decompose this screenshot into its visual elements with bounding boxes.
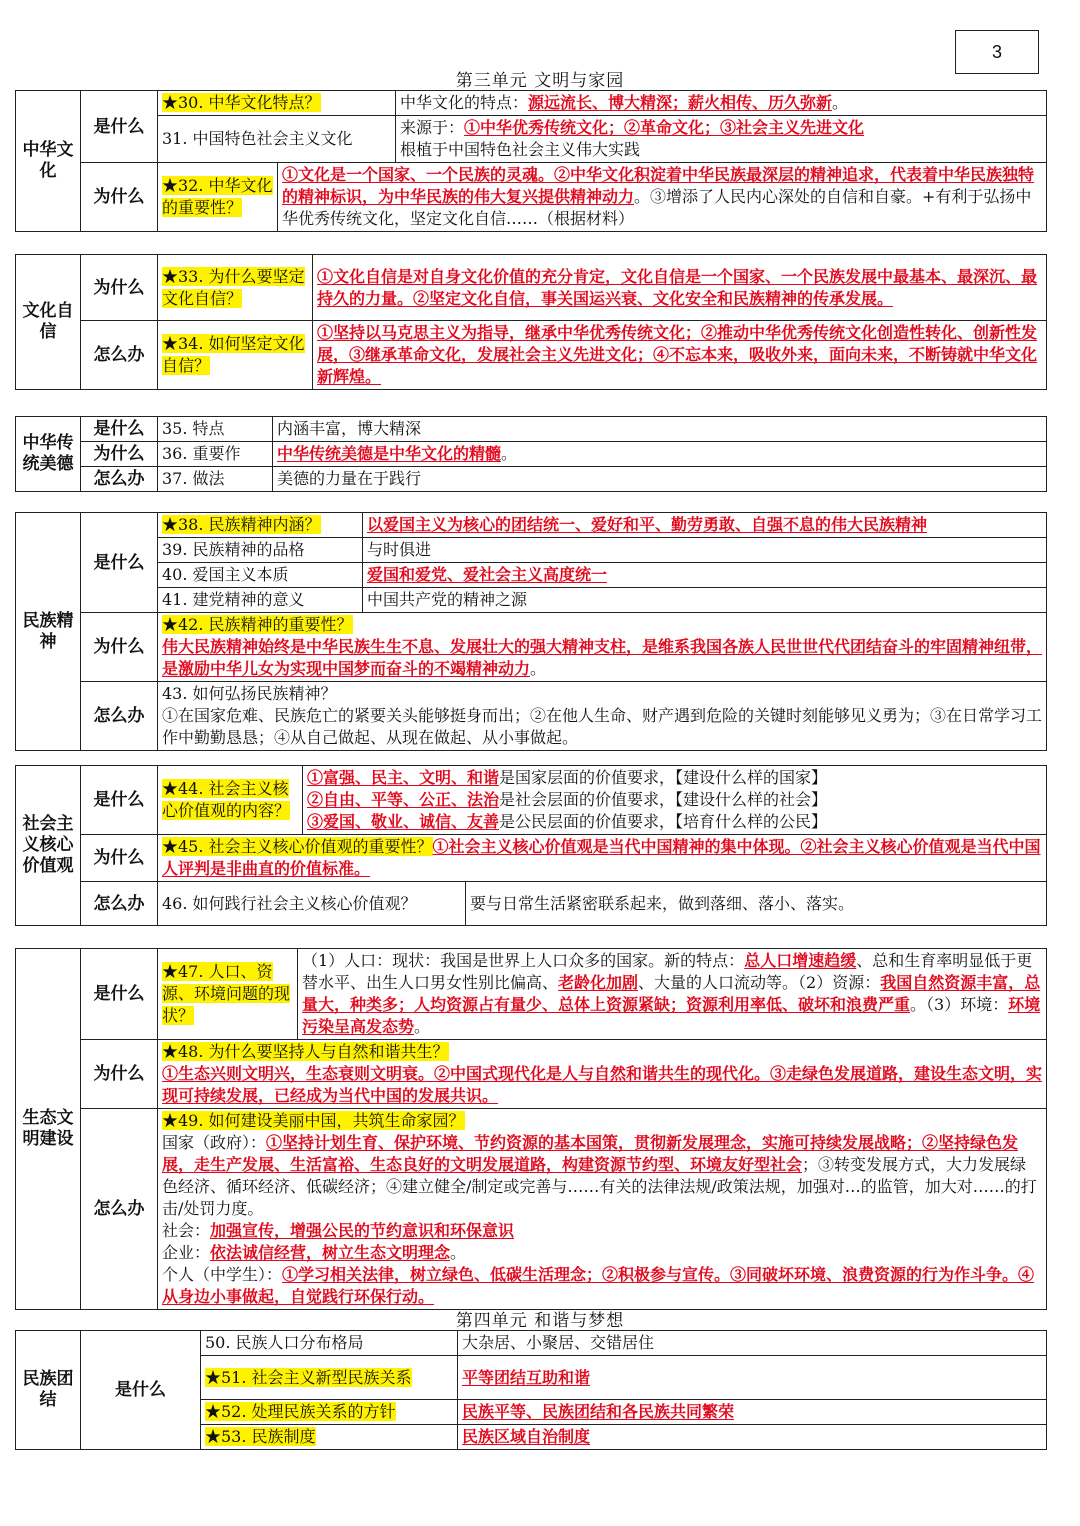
qtype-why: 为什么 (81, 442, 158, 467)
question-cell: 41. 建党精神的意义 (158, 588, 363, 613)
qtype-why: 为什么 (81, 613, 158, 682)
table-national-spirit (15, 512, 1047, 751)
question-cell: ★53. 民族制度 (201, 1425, 458, 1450)
page-number: 3 (955, 30, 1039, 74)
question-cell: 35. 特点 (158, 417, 273, 442)
qtype-why: 为什么 (81, 1040, 158, 1109)
table-ecological-civilization (15, 948, 1047, 1310)
answer-cell: 中华文化的特点：源远流长、博大精深；薪火相传、历久弥新。 (396, 91, 1047, 116)
answer-cell: 43. 如何弘扬民族精神？ ①在国家危难、民族危亡的紧要关头能够挺身而出；②在他人生命、财产遇到危险的关键时刻能够见义勇为；③在日常学习工作中勤勤恳恳；④从自己做起、从现在做起、从小事做起。 (158, 682, 1047, 751)
question-cell: ★30. 中华文化特点？ (158, 91, 396, 116)
answer-cell: ★49. 如何建设美丽中国，共筑生命家园？ 国家（政府）：①坚持计划生育、保护环境、节约资源的基本国策，贯彻新发展理念，实施可持续发展战略；②坚持绿色发展，走生产发展、生活富裕、生态良好的文明发展道路，构建资源节约型、环境友好型社会；③转变发展方式，大力发展绿色经济、循环经济、低碳经济；④建立健全/制定或完善与……有关的法律法规/政策法规，加强对…的监管，加大对……的打击/处罚力度。 社会：加强宣传，增强公民的节约意识和环保意识 企业：依法诚信经营，树立生态文明理念。 个人（中学生）：①学习相关法律，树立绿色、低碳生活理念；②积极参与宣传。③同破坏环境、浪费资源的行为作斗争。④从身边小事做起，自觉践行环保行动。 (158, 1109, 1047, 1310)
answer-cell: 以爱国主义为核心的团结统一、爱好和平、勤劳勇敢、自强不息的伟大民族精神 (363, 513, 1047, 538)
answer-cell: 内涵丰富，博大精深 (273, 417, 1047, 442)
answer-cell: （1）人口：现状：我国是世界上人口众多的国家。新的特点：总人口增速趋缓、总和生育率明显低于更替水平、出生人口男女性别比偏高、老龄化加剧、大量的人口流动等。（2）资源：我国自然资源丰富，总量大，种类多；人均资源占有量少、总体上资源紧缺；资源利用率低、破坏和浪费严重。（3）环境：环境污染呈高发态势。 (298, 949, 1047, 1040)
answer-cell: ①坚持以马克思主义为指导，继承中华优秀传统文化；②推动中华优秀传统文化创造性转化、创新性发展，③继承革命文化，发展社会主义先进文化；④不忘本来，吸收外来，面向未来，不断铸就中华文化新辉煌。 (313, 321, 1047, 390)
qtype-why: 为什么 (81, 835, 158, 882)
topic-label: 民族精神 (16, 513, 81, 751)
question-cell: ★33. 为什么要坚定文化自信？ (158, 255, 313, 321)
unit-title: 第三单元 文明与家园 (455, 71, 625, 91)
qtype-how: 怎么办 (81, 682, 158, 751)
answer-cell: 来源于：①中华优秀传统文化；②革命文化；③社会主义先进文化 根植于中国特色社会主义伟大实践 (396, 116, 1047, 163)
answer-cell: ①文化是一个国家、一个民族的灵魂。②中华文化积淀着中华民族最深层的精神追求，代表着中华民族独特的精神标识，为中华民族的伟大复兴提供精神动力。③增添了人民内心深处的自信和自豪。+有利于弘扬中华优秀传统文化，坚定文化自信……（根据材料） (278, 163, 1047, 232)
answer-cell: 民族区域自治制度 (458, 1425, 1047, 1450)
answer-cell: ①富强、民主、文明、和谐是国家层面的价值要求，【建设什么样的国家】 ②自由、平等、公正、法治是社会层面的价值要求，【建设什么样的社会】 ③爱国、敬业、诚信、友善是公民层面的价值要求，【培育什么样的公民】 (303, 766, 1047, 835)
qtype-what: 是什么 (81, 513, 158, 613)
qtype-what: 是什么 (81, 949, 158, 1040)
answer-cell: 大杂居、小聚居、交错居住 (458, 1331, 1047, 1356)
topic-label: 社会主义核心价值观 (16, 766, 81, 926)
qtype-what: 是什么 (81, 766, 158, 835)
qtype-why: 为什么 (81, 255, 158, 321)
table-ethnic-unity (15, 1330, 1047, 1450)
answer-cell: 民族平等、民族团结和各民族共同繁荣 (458, 1400, 1047, 1425)
question-cell: 39. 民族精神的品格 (158, 538, 363, 563)
question-cell: 31. 中国特色社会主义文化 (158, 116, 396, 163)
table-chinese-culture (15, 90, 1047, 232)
qtype-what: 是什么 (81, 91, 158, 163)
question-cell: ★32. 中华文化的重要性？ (158, 163, 278, 232)
answer-cell: ★48. 为什么要坚持人与自然和谐共生？ ①生态兴则文明兴，生态衰则文明衰。②中国式现代化是人与自然和谐共生的现代化。③走绿色发展道路，建设生态文明，实现可持续发展，已经成为当代中国的发展共识。 (158, 1040, 1047, 1109)
topic-label: 生态文明建设 (16, 949, 81, 1310)
question-cell: ★51. 社会主义新型民族关系 (201, 1356, 458, 1400)
question-cell: 40. 爱国主义本质 (158, 563, 363, 588)
question-cell: ★47. 人口、资源、环境问题的现状？ (158, 949, 298, 1040)
question-cell: ★52. 处理民族关系的方针 (201, 1400, 458, 1425)
qtype-how: 怎么办 (81, 321, 158, 390)
answer-cell: 与时俱进 (363, 538, 1047, 563)
qtype-why: 为什么 (81, 163, 158, 232)
answer-cell: 爱国和爱党、爱社会主义高度统一 (363, 563, 1047, 588)
answer-cell: ★42. 民族精神的重要性？ 伟大民族精神始终是中华民族生生不息、发展壮大的强大精神支柱，是维系我国各族人民世世代代团结奋斗的牢固精神纽带，是激励中华儿女为实现中国梦而奋斗的不竭精神动力。 (158, 613, 1047, 682)
answer-cell: ①文化自信是对自身文化价值的充分肯定，文化自信是一个国家、一个民族发展中最基本、最深沉、最持久的力量。②坚定文化自信，事关国运兴衰、文化安全和民族精神的传承发展。 (313, 255, 1047, 321)
answer-cell: 要与日常生活紧密联系起来，做到落细、落小、落实。 (466, 882, 1047, 926)
table-cultural-confidence (15, 254, 1047, 390)
answer-cell: ★45. 社会主义核心价值观的重要性？①社会主义核心价值观是当代中国精神的集中体现。②社会主义核心价值观是当代中国人评判是非曲直的价值标准。 (158, 835, 1047, 882)
question-cell: 50. 民族人口分布格局 (201, 1331, 458, 1356)
unit-title: 第四单元 和谐与梦想 (455, 1311, 625, 1331)
answer-cell: 中国共产党的精神之源 (363, 588, 1047, 613)
qtype-how: 怎么办 (81, 467, 158, 492)
table-traditional-virtues (15, 416, 1047, 492)
qtype-what: 是什么 (81, 417, 158, 442)
topic-label: 文化自信 (16, 255, 81, 390)
table-core-values (15, 765, 1047, 926)
question-cell: 36. 重要作 (158, 442, 273, 467)
qtype-how: 怎么办 (81, 1109, 158, 1310)
answer-cell: 中华传统美德是中华文化的精髓。 (273, 442, 1047, 467)
topic-label: 中华文化 (16, 91, 81, 232)
answer-cell: 平等团结互助和谐 (458, 1356, 1047, 1400)
question-cell: ★38. 民族精神内涵？ (158, 513, 363, 538)
question-cell: 37. 做法 (158, 467, 273, 492)
question-cell: ★34. 如何坚定文化自信？ (158, 321, 313, 390)
qtype-how: 怎么办 (81, 882, 158, 926)
topic-label: 民族团结 (16, 1331, 81, 1450)
question-cell: 46. 如何践行社会主义核心价值观？ (158, 882, 466, 926)
question-cell: ★44. 社会主义核心价值观的内容？ (158, 766, 303, 835)
answer-cell: 美德的力量在于践行 (273, 467, 1047, 492)
topic-label: 中华传统美德 (16, 417, 81, 492)
qtype-what: 是什么 (81, 1331, 201, 1450)
